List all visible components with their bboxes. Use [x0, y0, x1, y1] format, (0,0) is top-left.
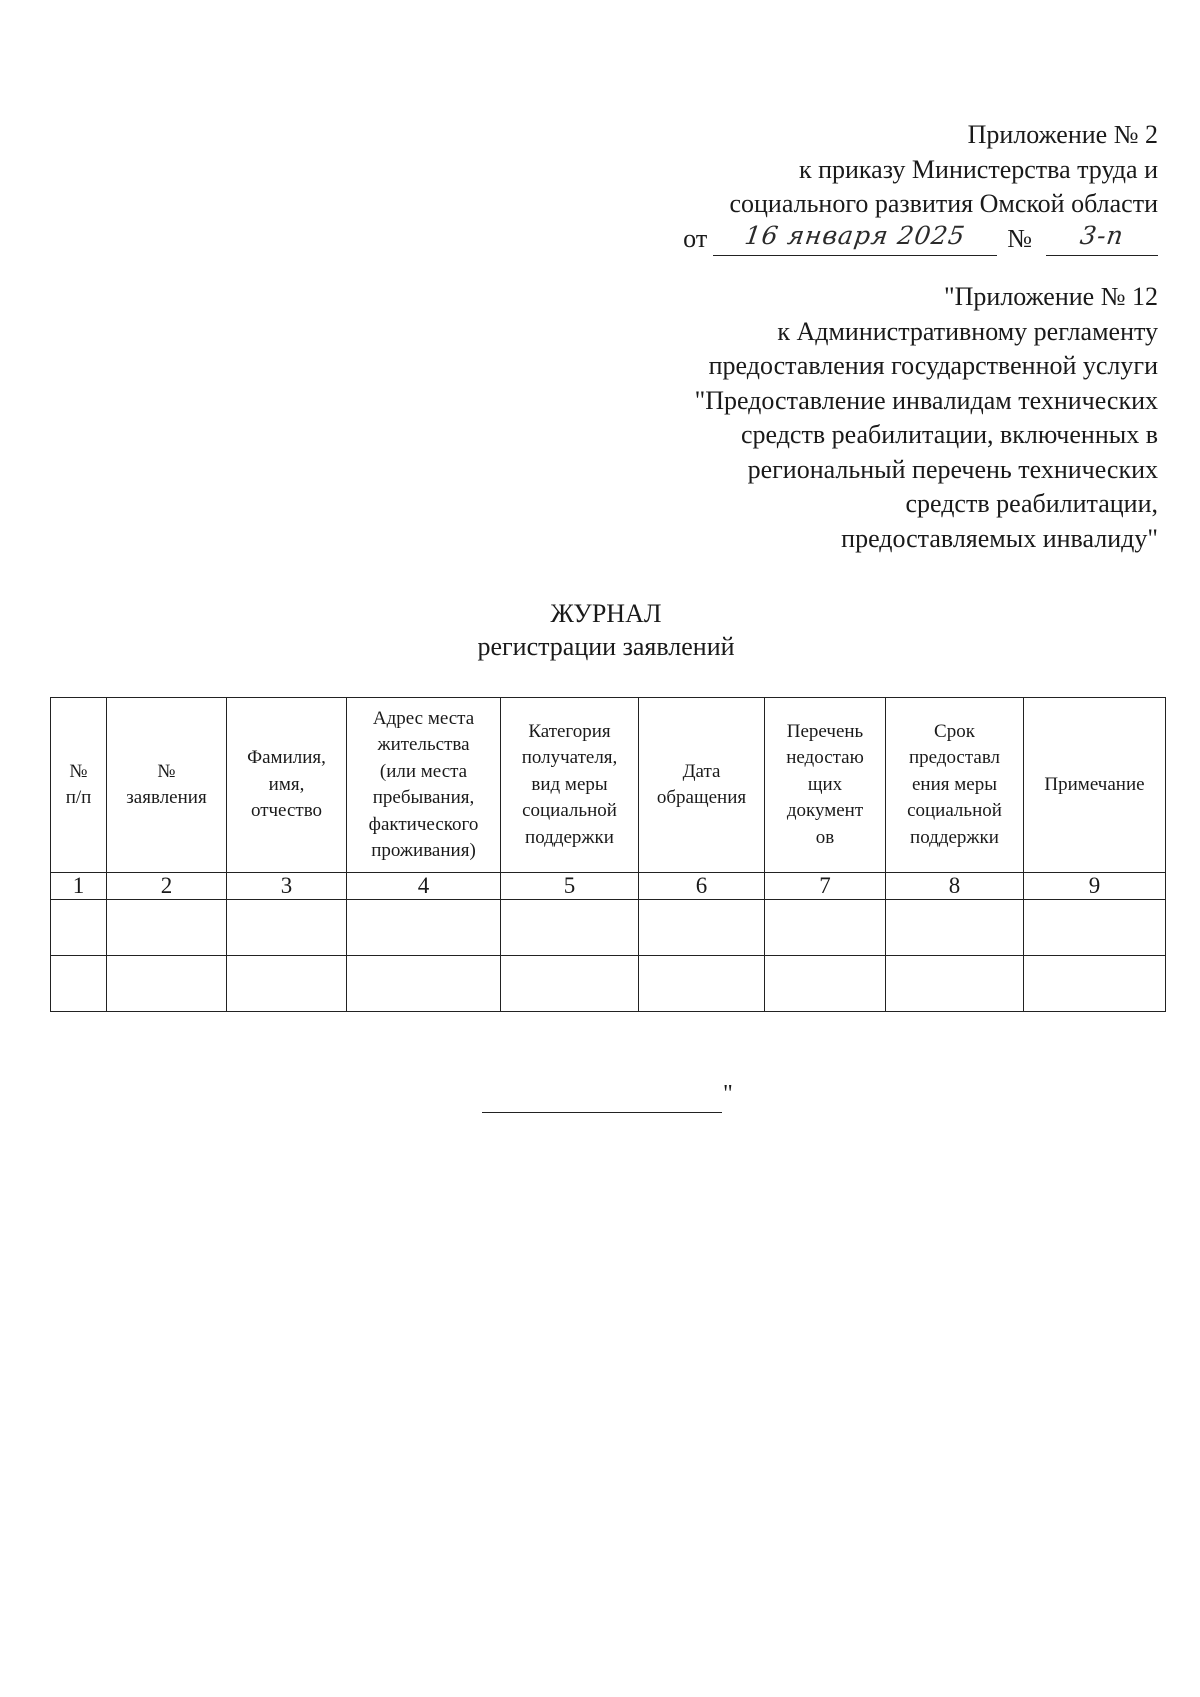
column-number: 1	[51, 873, 107, 900]
empty-cell	[51, 900, 107, 956]
column-number: 4	[347, 873, 501, 900]
empty-cell	[1024, 900, 1166, 956]
title-sub: регистрации заявлений	[477, 632, 735, 661]
journal-title	[0, 597, 1200, 663]
attachment-line: региональный перечень технических	[747, 454, 1158, 484]
empty-cell	[107, 956, 227, 1012]
empty-cell	[51, 956, 107, 1012]
empty-cell	[347, 956, 501, 1012]
empty-cell	[227, 900, 347, 956]
header-cell-4: Адрес места жительства (или места пребывания, фактического проживания)	[347, 698, 501, 873]
header-cell-2: № заявления	[107, 698, 227, 873]
column-number: 8	[886, 873, 1024, 900]
attachment-line: к Административному регламенту	[777, 316, 1158, 346]
order-date-number-line	[538, 222, 1158, 257]
header-cell-3: Фамилия, имя, отчество	[227, 698, 347, 873]
empty-cell	[765, 956, 886, 1012]
empty-cell	[886, 956, 1024, 1012]
empty-cell	[501, 956, 639, 1012]
table-row	[51, 900, 1166, 956]
header-cell-9: Примечание	[1024, 698, 1166, 873]
empty-cell	[347, 900, 501, 956]
header-cell-8: Срок предоставл ения меры социальной поддержки	[886, 698, 1024, 873]
attachment-line: предоставляемых инвалиду"	[841, 523, 1158, 553]
order-number-label: №	[1007, 223, 1032, 253]
title-main: ЖУРНАЛ	[550, 599, 662, 628]
signature-line	[482, 1082, 722, 1113]
column-number: 5	[501, 873, 639, 900]
empty-cell	[765, 900, 886, 956]
attachment-line: средств реабилитации,	[905, 489, 1158, 518]
header-cell-7: Перечень недостаю щих документ ов	[765, 698, 886, 873]
table-row	[51, 956, 1166, 1012]
empty-cell	[639, 956, 765, 1012]
handwritten-date: 16 января 2025	[743, 220, 968, 250]
registration-table	[50, 697, 1166, 1012]
empty-cell	[107, 900, 227, 956]
attachment-line: средств реабилитации, включенных в	[740, 420, 1158, 449]
empty-cell	[501, 900, 639, 956]
attachment-line: "Приложение № 12	[944, 282, 1158, 311]
column-number: 2	[107, 873, 227, 900]
header-line: социального развития Омской области	[729, 189, 1158, 218]
order-date-field	[713, 220, 997, 256]
column-number: 6	[639, 873, 765, 900]
column-number: 3	[227, 873, 347, 900]
handwritten-number: 3-п	[1078, 220, 1126, 250]
attachment-line: предоставления государственной услуги	[708, 351, 1158, 380]
order-number-field	[1046, 220, 1158, 256]
order-prefix: от	[683, 223, 708, 253]
order-header	[538, 118, 1158, 256]
header-cell-6: Дата обращения	[639, 698, 765, 873]
empty-cell	[639, 900, 765, 956]
header-cell-1: № п/п	[51, 698, 107, 873]
column-number-row	[51, 873, 1166, 900]
empty-cell	[886, 900, 1024, 956]
closing-quote: "	[723, 1081, 733, 1107]
attachment-line: "Предоставление инвалидам технических	[694, 385, 1158, 415]
table-header-row	[51, 698, 1166, 873]
column-number: 9	[1024, 873, 1166, 900]
header-cell-5: Категория получателя, вид меры социальной поддержки	[501, 698, 639, 873]
header-line: к приказу Министерства труда и	[798, 154, 1158, 184]
header-line: Приложение № 2	[967, 120, 1158, 149]
attachment-header	[538, 280, 1158, 556]
empty-cell	[1024, 956, 1166, 1012]
column-number: 7	[765, 873, 886, 900]
empty-cell	[227, 956, 347, 1012]
